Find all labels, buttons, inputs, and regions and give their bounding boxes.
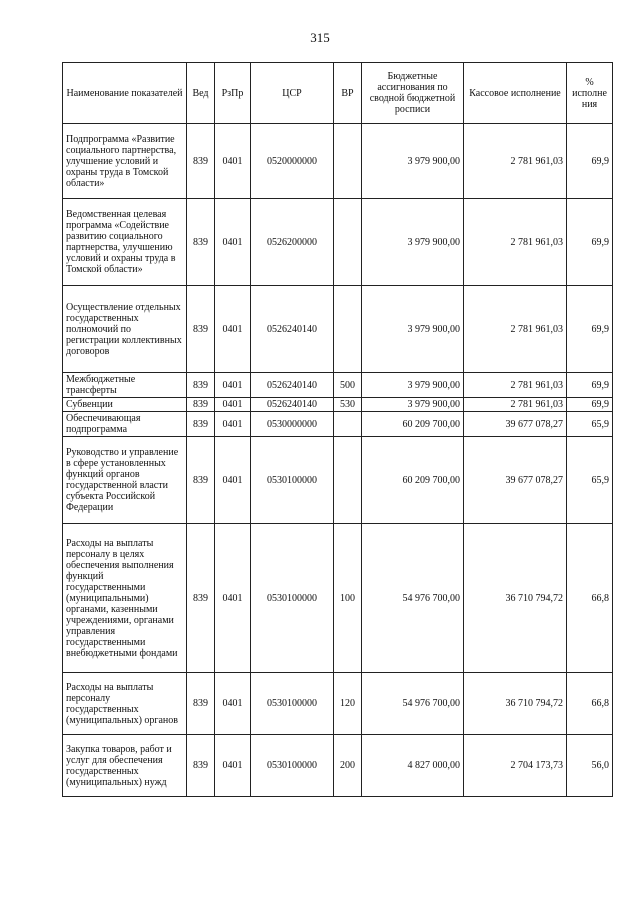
cell-ved: 839 [187, 412, 215, 437]
cell-rzpr: 0401 [215, 199, 251, 286]
header-cash-execution: Кассовое исполнение [464, 63, 567, 124]
table-row [63, 412, 613, 437]
cell-vr [334, 286, 362, 373]
cell-vr: 530 [334, 398, 362, 412]
cell-rzpr: 0401 [215, 437, 251, 524]
table-row [63, 673, 613, 735]
cell-ved: 839 [187, 124, 215, 199]
cell-csr: 0530100000 [251, 735, 334, 797]
cell-cash-execution: 2 781 961,03 [464, 286, 567, 373]
header-vr: ВР [334, 63, 362, 124]
cell-assignments: 60 209 700,00 [362, 412, 464, 437]
page-number: 315 [310, 30, 330, 45]
cell-percent: 69,9 [567, 199, 613, 286]
cell-percent: 66,8 [567, 524, 613, 673]
header-csr: ЦСР [251, 63, 334, 124]
cell-percent: 56,0 [567, 735, 613, 797]
header-ved: Вед [187, 63, 215, 124]
table-row [63, 124, 613, 199]
cell-rzpr: 0401 [215, 286, 251, 373]
cell-ved: 839 [187, 373, 215, 398]
cell-percent: 69,9 [567, 124, 613, 199]
cell-name: Межбюджетные трансферты [63, 373, 187, 398]
table-row [63, 735, 613, 797]
cell-vr: 100 [334, 524, 362, 673]
cell-percent: 69,9 [567, 398, 613, 412]
cell-cash-execution: 2 781 961,03 [464, 199, 567, 286]
cell-assignments: 54 976 700,00 [362, 524, 464, 673]
header-name: Наименование показателей [63, 63, 187, 124]
cell-csr: 0526240140 [251, 286, 334, 373]
cell-ved: 839 [187, 437, 215, 524]
cell-csr: 0526200000 [251, 199, 334, 286]
cell-name: Расходы на выплаты персоналу в целях обеспечения выполнения функций государственными (муниципальными) органами, казенными учреждениями, органами управления государственными внебюджетными фондами [63, 524, 187, 673]
cell-vr: 200 [334, 735, 362, 797]
table-row [63, 286, 613, 373]
cell-cash-execution: 36 710 794,72 [464, 673, 567, 735]
cell-percent: 65,9 [567, 437, 613, 524]
cell-vr: 500 [334, 373, 362, 398]
cell-vr [334, 124, 362, 199]
cell-csr: 0526240140 [251, 398, 334, 412]
cell-percent: 66,8 [567, 673, 613, 735]
cell-csr: 0530100000 [251, 673, 334, 735]
cell-ved: 839 [187, 199, 215, 286]
cell-assignments: 3 979 900,00 [362, 286, 464, 373]
cell-percent: 65,9 [567, 412, 613, 437]
table-row [63, 199, 613, 286]
table-row [63, 524, 613, 673]
cell-rzpr: 0401 [215, 412, 251, 437]
cell-name: Закупка товаров, работ и услуг для обеспечения государственных (муниципальных) нужд [63, 735, 187, 797]
budget-table [62, 62, 613, 797]
cell-ved: 839 [187, 286, 215, 373]
table-row [63, 437, 613, 524]
cell-assignments: 3 979 900,00 [362, 199, 464, 286]
cell-cash-execution: 39 677 078,27 [464, 412, 567, 437]
cell-ved: 839 [187, 524, 215, 673]
cell-percent: 69,9 [567, 373, 613, 398]
cell-csr: 0530100000 [251, 437, 334, 524]
cell-vr [334, 199, 362, 286]
header-rzpr: РзПр [215, 63, 251, 124]
cell-assignments: 60 209 700,00 [362, 437, 464, 524]
cell-rzpr: 0401 [215, 524, 251, 673]
cell-assignments: 3 979 900,00 [362, 124, 464, 199]
cell-vr: 120 [334, 673, 362, 735]
cell-name: Руководство и управление в сфере установленных функций органов государственной власти субъекта Российской Федерации [63, 437, 187, 524]
cell-percent: 69,9 [567, 286, 613, 373]
cell-rzpr: 0401 [215, 735, 251, 797]
cell-csr: 0526240140 [251, 373, 334, 398]
cell-assignments: 3 979 900,00 [362, 373, 464, 398]
cell-name: Расходы на выплаты персоналу государственных (муниципальных) органов [63, 673, 187, 735]
cell-vr [334, 412, 362, 437]
cell-name: Обеспечивающая подпрограмма [63, 412, 187, 437]
table-row [63, 398, 613, 412]
cell-cash-execution: 2 781 961,03 [464, 398, 567, 412]
cell-ved: 839 [187, 398, 215, 412]
cell-ved: 839 [187, 673, 215, 735]
cell-cash-execution: 2 781 961,03 [464, 124, 567, 199]
cell-cash-execution: 2 704 173,73 [464, 735, 567, 797]
cell-ved: 839 [187, 735, 215, 797]
cell-assignments: 4 827 000,00 [362, 735, 464, 797]
cell-cash-execution: 39 677 078,27 [464, 437, 567, 524]
cell-name: Субвенции [63, 398, 187, 412]
cell-name: Ведомственная целевая программа «Содействие развитию социального партнерства, улучшению условий и охраны труда в Томской области» [63, 199, 187, 286]
cell-rzpr: 0401 [215, 398, 251, 412]
cell-cash-execution: 2 781 961,03 [464, 373, 567, 398]
cell-assignments: 54 976 700,00 [362, 673, 464, 735]
cell-name: Подпрограмма «Развитие социального партнерства, улучшение условий и охраны труда в Томской области» [63, 124, 187, 199]
cell-vr [334, 437, 362, 524]
table-row [63, 373, 613, 398]
header-assignments: Бюджетные ассигнования по сводной бюджетной росписи [362, 63, 464, 124]
cell-csr: 0530000000 [251, 412, 334, 437]
cell-rzpr: 0401 [215, 124, 251, 199]
cell-name: Осуществление отдельных государственных полномочий по регистрации коллективных договоров [63, 286, 187, 373]
cell-csr: 0520000000 [251, 124, 334, 199]
cell-csr: 0530100000 [251, 524, 334, 673]
cell-assignments: 3 979 900,00 [362, 398, 464, 412]
table-header-row [63, 63, 613, 124]
cell-rzpr: 0401 [215, 673, 251, 735]
cell-rzpr: 0401 [215, 373, 251, 398]
header-percent: % исполне ния [567, 63, 613, 124]
cell-cash-execution: 36 710 794,72 [464, 524, 567, 673]
